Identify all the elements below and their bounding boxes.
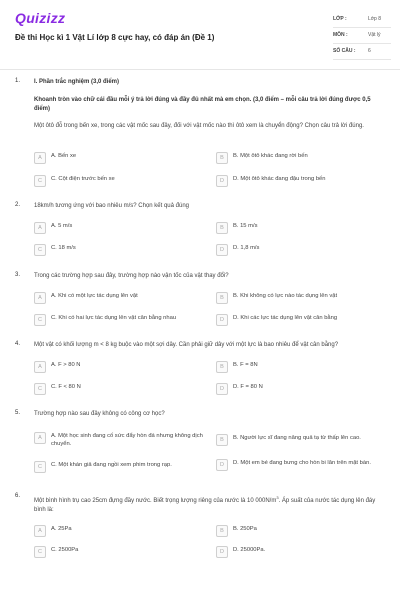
option-label: C. Một khán giả đang ngồi xem phim trong rạp. (51, 462, 172, 468)
page-title: Đề thi Học kì 1 Vật Lí lớp 8 cực hay, có đáp án (Đề 1) (15, 33, 215, 42)
worksheet-header (0, 0, 400, 70)
option-badge: B (216, 152, 228, 164)
option-label: A. Một học sinh đang cố sức đẩy hòn đá nhưng không dịch chuyển. (51, 433, 203, 447)
question-text: Một ôtô đỗ trong bến xe, trong các vật mốc sau đây, đối với vật mốc nào thì ôtô xem là chuyển động? Chọn câu trả lời đúng. (34, 123, 364, 129)
option-badge: C (34, 383, 46, 395)
option-badge: B (216, 525, 228, 537)
option-label: C. Cột điện trước bến xe (51, 176, 115, 182)
option-badge: A (34, 525, 46, 537)
meta-key: MÔN : (333, 32, 348, 38)
meta-value: Vật lý (368, 32, 381, 38)
option-label: A. F > 80 N (51, 362, 81, 368)
option-badge: D (216, 314, 228, 326)
option-badge: A (34, 361, 46, 373)
option-badge: D (216, 244, 228, 256)
option-badge: B (216, 222, 228, 234)
option-badge: D (216, 546, 228, 558)
option-label: A. 25Pa (51, 526, 72, 532)
meta-row-count (333, 44, 391, 60)
option-badge: B (216, 292, 228, 304)
question-text: Một vật có khối lượng m < 8 kg buộc vào một sợi dây. Cần phải giữ dây với một lực là bao nhiêu để vật cân bằng? (34, 342, 339, 348)
option-badge: C (34, 314, 46, 326)
question-number: 1. (15, 78, 21, 84)
option-badge: D (216, 175, 228, 187)
option-label: D. 1,8 m/s (233, 245, 260, 251)
option-badge: A (34, 432, 46, 444)
option-label: D. F = 80 N (233, 384, 263, 390)
option-label: C. 18 m/s (51, 245, 76, 251)
question-number: 6. (15, 493, 21, 499)
question-text-part: Một bình hình trụ cao 25cm đựng đầy nước. Biết trọng lượng riêng của nước là 10 000N/m (34, 498, 277, 504)
section-heading: I. Phần trắc nghiệm (3,0 điểm) (34, 79, 120, 85)
option-badge: C (34, 546, 46, 558)
option-badge: D (216, 459, 228, 471)
question-number: 2. (15, 202, 21, 208)
meta-key: SỐ CÂU : (333, 48, 356, 54)
option-badge: C (34, 175, 46, 187)
option-badge: A (34, 292, 46, 304)
option-label: A. Khi có một lực tác dụng lên vật (51, 293, 138, 299)
superscript: 3 (276, 495, 279, 500)
option-label: B. 250Pa (233, 526, 257, 532)
option-badge: D (216, 383, 228, 395)
meta-row-class (333, 12, 391, 28)
meta-key: LỚP : (333, 16, 347, 22)
question-text: Trong các trường hợp sau đây, trường hợp nào vận tốc của vật thay đổi? (34, 273, 229, 279)
option-badge: B (216, 361, 228, 373)
option-label: B. F = 8N (233, 362, 258, 368)
option-label: A. 5 m/s (51, 223, 73, 229)
section-instruction: Khoanh tròn vào chữ cái đầu mỗi ý trả lời đúng và đầy đủ nhất mà em chọn. (3,0 điểm – mỗi câu trả lời đúng được 0,5 điểm) (34, 97, 371, 112)
question-text: 18km/h tương ứng với bao nhiêu m/s? Chọn kết quả đúng (34, 203, 189, 209)
option-label: A. Bến xe (51, 153, 77, 159)
question-number: 4. (15, 341, 21, 347)
meta-value: Lớp 8 (368, 16, 382, 22)
option-label: D. Một em bé đang bưng cho hòn bi lăn trên mặt bàn. (233, 460, 371, 466)
question-text: Trường hợp nào sau đây không có công cơ học? (34, 411, 165, 417)
question-text (34, 493, 384, 515)
meta-table (333, 12, 391, 60)
question-number: 5. (15, 410, 21, 416)
quizizz-logo[interactable]: Quizizz (15, 10, 66, 26)
question-text-part: . Áp suất của nước tác dụng lên đáy bình là: (34, 498, 376, 513)
meta-value: 6 (368, 48, 371, 54)
option-label: C. F < 80 N (51, 384, 81, 390)
question-number: 3. (15, 272, 21, 278)
option-label: B. Người lực sĩ đang nâng quả tạ từ thấp lên cao. (233, 435, 361, 441)
option-label: B. Một ôtô khác đang rời bến (233, 153, 308, 159)
option-label: C. Khi có hai lực tác dụng lên vật cân bằng nhau (51, 315, 177, 321)
option-badge: C (34, 461, 46, 473)
meta-row-subject (333, 28, 391, 44)
option-badge: A (34, 152, 46, 164)
option-label: D. Một ôtô khác đang đậu trong bến (233, 176, 326, 182)
option-label: C. 2500Pa (51, 547, 79, 553)
option-badge: A (34, 222, 46, 234)
option-badge: B (216, 434, 228, 446)
option-badge: C (34, 244, 46, 256)
option-label: B. Khi không có lực nào tác dụng lên vật (233, 293, 338, 299)
option-label: B. 15 m/s (233, 223, 258, 229)
option-label: D. Khi các lực tác dụng lên vật cân bằng (233, 315, 338, 321)
option-label: D. 25000Pa. (233, 547, 266, 553)
